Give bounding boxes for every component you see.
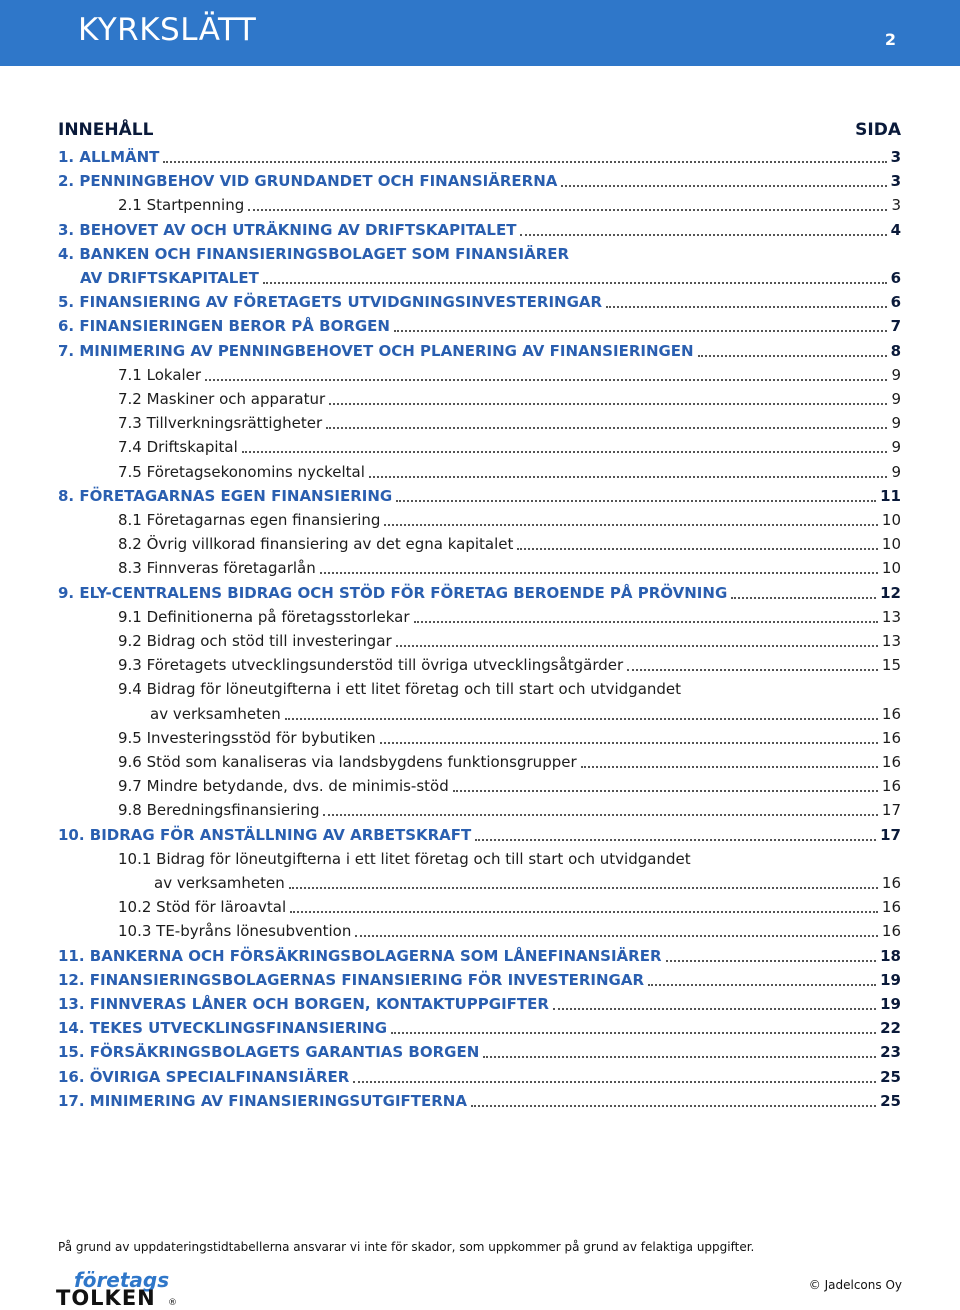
- toc-entry[interactable]: [118, 920, 901, 942]
- dot-leader: [384, 524, 878, 526]
- toc-entry-page: 22: [880, 1019, 901, 1037]
- toc-entry-page: 15: [881, 656, 901, 674]
- toc-entry-title: 7.1 Lokaler: [118, 366, 202, 384]
- toc-entry-page: 16: [881, 705, 901, 723]
- dot-leader: [606, 306, 887, 308]
- toc-entry-title: 2. PENNINGBEHOV VID GRUNDANDET OCH FINANSIÄRERNA: [58, 172, 558, 190]
- toc-entry[interactable]: [118, 630, 901, 652]
- toc-entry[interactable]: [58, 315, 901, 337]
- dot-leader: [323, 814, 878, 816]
- dot-leader: [391, 1032, 876, 1034]
- toc-entry-page: 16: [881, 753, 901, 771]
- registered-mark: ®: [168, 1298, 177, 1308]
- toc-entry-page: 6: [890, 293, 901, 311]
- toc-entry[interactable]: [118, 751, 901, 773]
- dot-leader: [355, 935, 878, 937]
- toc-entry[interactable]: [118, 412, 901, 434]
- dot-leader: [666, 960, 876, 962]
- dot-leader: [394, 330, 887, 332]
- dot-leader: [483, 1056, 876, 1058]
- dot-leader: [320, 572, 878, 574]
- toc-entry[interactable]: [58, 1017, 901, 1039]
- page-number: 2: [884, 30, 896, 49]
- toc-entry-title: 9.2 Bidrag och stöd till investeringar: [118, 632, 392, 650]
- dot-leader: [163, 161, 887, 163]
- toc-entry-title: 8.2 Övrig villkorad finansiering av det egna kapitalet: [118, 535, 514, 553]
- toc-entry[interactable]: [58, 219, 901, 241]
- toc-entry[interactable]: [118, 388, 901, 410]
- toc-entry-title: 9.6 Stöd som kanaliseras via landsbygdens funktionsgrupper: [118, 753, 577, 771]
- toc-entry-page: 7: [890, 317, 901, 335]
- toc-entry-page: 4: [890, 221, 901, 239]
- toc-entry[interactable]: [118, 896, 901, 918]
- disclaimer-text: På grund av uppdateringstidtabellerna ansvarar vi inte för skador, som uppkommer på grund av felaktiga uppgifter.: [58, 1240, 755, 1254]
- dot-leader: [263, 282, 887, 284]
- toc-entry-page: 9: [891, 463, 901, 481]
- toc-entry[interactable]: [58, 824, 901, 846]
- dot-leader: [285, 718, 878, 720]
- toc-entry-title: 2.1 Startpenning: [118, 196, 245, 214]
- toc-entry-page: 9: [891, 390, 901, 408]
- toc-entry-page: 9: [891, 414, 901, 432]
- toc-entry-page: 12: [880, 584, 901, 602]
- toc-entry[interactable]: [118, 533, 901, 555]
- dot-leader: [561, 185, 887, 187]
- toc-entry[interactable]: [118, 799, 901, 821]
- toc-entry-page: 3: [890, 172, 901, 190]
- toc-entry-title: 11. BANKERNA OCH FÖRSÄKRINGSBOLAGERNA SOM LÅNEFINANSIÄRER: [58, 947, 662, 965]
- toc-entry-title: 17. MINIMERING AV FINANSIERINGSUTGIFTERNA: [58, 1092, 467, 1110]
- toc-entry-page: 19: [880, 995, 901, 1013]
- toc-entry[interactable]: [58, 485, 901, 507]
- toc-entry[interactable]: [118, 194, 901, 216]
- dot-leader: [414, 621, 878, 623]
- toc-entry-title: 12. FINANSIERINGSBOLAGERNAS FINANSIERING FÖR INVESTERINGAR: [58, 971, 645, 989]
- toc-entry-title: 10. BIDRAG FÖR ANSTÄLLNING AV ARBETSKRAFT: [58, 826, 472, 844]
- toc-entry-title: 7. MINIMERING AV PENNINGBEHOVET OCH PLANERING AV FINANSIERINGEN: [58, 342, 694, 360]
- toc-entry-title: 7.5 Företagsekonomins nyckeltal: [118, 463, 365, 481]
- toc-entry[interactable]: [58, 340, 901, 362]
- toc-entry-title: 1. ALLMÄNT: [58, 148, 160, 166]
- toc-entry-page: 25: [880, 1068, 901, 1086]
- toc-entry-page: 9: [891, 366, 901, 384]
- toc-entry-title: AV DRIFTSKAPITALET: [80, 269, 259, 287]
- dot-leader: [627, 669, 878, 671]
- toc-entry[interactable]: [118, 654, 901, 676]
- toc-entry-title: 3. BEHOVET AV OCH UTRÄKNING AV DRIFTSKAPITALET: [58, 221, 517, 239]
- dot-leader: [471, 1105, 876, 1107]
- toc-entry[interactable]: [118, 557, 901, 579]
- toc-entry-page: 19: [880, 971, 901, 989]
- dot-leader: [698, 355, 887, 357]
- dot-leader: [353, 1081, 876, 1083]
- foretagstolken-logo: [56, 1268, 196, 1310]
- toc-entry[interactable]: [58, 243, 901, 265]
- toc-entry-title: 7.2 Maskiner och apparatur: [118, 390, 326, 408]
- toc-entry[interactable]: [58, 1041, 901, 1063]
- toc-entry-title: 5. FINANSIERING AV FÖRETAGETS UTVIDGNINGSINVESTERINGAR: [58, 293, 603, 311]
- toc-entry-title: 4. BANKEN OCH FINANSIERINGSBOLAGET SOM FINANSIÄRER: [58, 245, 570, 263]
- toc-entry-title: 9. ELY-CENTRALENS BIDRAG OCH STÖD FÖR FÖRETAG BEROENDE PÅ PRÖVNING: [58, 584, 728, 602]
- toc-entry-page: 11: [880, 487, 901, 505]
- toc-entry-title: 15. FÖRSÄKRINGSBOLAGETS GARANTIAS BORGEN: [58, 1043, 480, 1061]
- toc-entry-page: 16: [881, 898, 901, 916]
- toc-entry-page: 9: [891, 438, 901, 456]
- toc-entry-title: 9.7 Mindre betydande, dvs. de minimis-stöd: [118, 777, 449, 795]
- copyright-text: © Jadelcons Oy: [808, 1278, 902, 1292]
- toc-entry[interactable]: [118, 364, 901, 386]
- dot-leader: [581, 766, 878, 768]
- toc-entry-page: 17: [880, 826, 901, 844]
- toc-entry[interactable]: [118, 461, 901, 483]
- document-title: KYRKSLÄTT: [78, 12, 257, 48]
- dot-leader: [242, 451, 887, 453]
- toc-entry-page: 6: [890, 269, 901, 287]
- dot-leader: [248, 209, 887, 211]
- logo-top-text: företags: [74, 1268, 170, 1292]
- toc-entry[interactable]: [118, 509, 901, 531]
- dot-leader: [520, 234, 887, 236]
- toc-entry-title: av verksamheten: [154, 874, 285, 892]
- dot-leader: [329, 403, 887, 405]
- dot-leader: [475, 839, 876, 841]
- toc-entry[interactable]: [80, 267, 901, 289]
- toc-entry[interactable]: [58, 291, 901, 313]
- toc-entry[interactable]: [150, 703, 901, 725]
- toc-entry[interactable]: [118, 727, 901, 749]
- toc-entry-title: 10.1 Bidrag för löneutgifterna i ett litet företag och till start och utvidgandet: [118, 850, 691, 868]
- toc-entry-title: 13. FINNVERAS LÅNER OCH BORGEN, KONTAKTUPPGIFTER: [58, 995, 549, 1013]
- toc-entry[interactable]: [118, 678, 901, 700]
- toc-entry-page: 23: [880, 1043, 901, 1061]
- dot-leader: [396, 645, 878, 647]
- toc-entry-title: 16. ÖVIRIGA SPECIALFINANSIÄRER: [58, 1068, 350, 1086]
- toc-entry-page: 8: [890, 342, 901, 360]
- toc-entry[interactable]: [154, 872, 901, 894]
- toc-entry-title: 7.3 Tillverkningsrättigheter: [118, 414, 323, 432]
- toc-entry[interactable]: [118, 606, 901, 628]
- toc-entry[interactable]: [118, 775, 901, 797]
- dot-leader: [290, 911, 878, 913]
- toc-entry[interactable]: [58, 993, 901, 1015]
- dot-leader: [289, 887, 878, 889]
- toc-entry-title: 8. FÖRETAGARNAS EGEN FINANSIERING: [58, 487, 393, 505]
- toc-entry-title: 8.1 Företagarnas egen finansiering: [118, 511, 381, 529]
- toc-entry-title: 14. TEKES UTVECKLINGSFINANSIERING: [58, 1019, 388, 1037]
- toc-entry-page: 3: [890, 148, 901, 166]
- toc-entry-title: av verksamheten: [150, 705, 281, 723]
- toc-entry-title: 7.4 Driftskapital: [118, 438, 238, 456]
- dot-leader: [553, 1008, 876, 1010]
- dot-leader: [380, 742, 878, 744]
- dot-leader: [326, 427, 887, 429]
- toc-entry[interactable]: [118, 436, 901, 458]
- toc-entry-title: 10.3 TE-byråns lönesubvention: [118, 922, 352, 940]
- toc-entry-title: 9.5 Investeringsstöd för bybutiken: [118, 729, 376, 747]
- toc-page-heading: SIDA: [855, 120, 901, 140]
- toc-entry-title: 9.8 Beredningsfinansiering: [118, 801, 320, 819]
- dot-leader: [731, 597, 876, 599]
- dot-leader: [205, 379, 887, 381]
- toc-entry[interactable]: [118, 848, 901, 870]
- toc-entry[interactable]: [58, 969, 901, 991]
- dot-leader: [369, 476, 887, 478]
- dot-leader: [453, 790, 878, 792]
- toc-entry-page: 3: [891, 196, 901, 214]
- toc-entry[interactable]: [58, 582, 901, 604]
- toc-entry-page: 25: [880, 1092, 901, 1110]
- toc-entry-page: 17: [881, 801, 901, 819]
- toc-entry-page: 16: [881, 777, 901, 795]
- toc-heading: INNEHÅLL: [58, 120, 154, 140]
- dot-leader: [396, 500, 876, 502]
- logo-bottom-text: TOLKEN: [56, 1286, 156, 1310]
- toc-entry-page: 16: [881, 922, 901, 940]
- toc-entry-title: 10.2 Stöd för läroavtal: [118, 898, 287, 916]
- toc-entry-page: 10: [881, 559, 901, 577]
- toc-entry[interactable]: [58, 146, 901, 168]
- toc-entry[interactable]: [58, 1066, 901, 1088]
- toc-entry-page: 13: [881, 632, 901, 650]
- toc-entry-page: 10: [881, 535, 901, 553]
- toc-entry-title: 6. FINANSIERINGEN BEROR PÅ BORGEN: [58, 317, 390, 335]
- toc-entry[interactable]: [58, 945, 901, 967]
- toc-entry-title: 8.3 Finnveras företagarlån: [118, 559, 316, 577]
- dot-leader: [517, 548, 878, 550]
- toc-entry-page: 16: [881, 729, 901, 747]
- dot-leader: [648, 984, 876, 986]
- toc-entry-title: 9.3 Företagets utvecklingsunderstöd till övriga utvecklingsåtgärder: [118, 656, 624, 674]
- toc-entry-title: 9.1 Definitionerna på företagsstorlekar: [118, 608, 410, 626]
- toc-entry[interactable]: [58, 170, 901, 192]
- toc-entry-title: 9.4 Bidrag för löneutgifterna i ett litet företag och till start och utvidgandet: [118, 680, 682, 698]
- toc-entry[interactable]: [58, 1090, 901, 1112]
- toc-entry-page: 10: [881, 511, 901, 529]
- toc-entry-page: 16: [881, 874, 901, 892]
- toc-entry-page: 13: [881, 608, 901, 626]
- toc-entry-page: 18: [880, 947, 901, 965]
